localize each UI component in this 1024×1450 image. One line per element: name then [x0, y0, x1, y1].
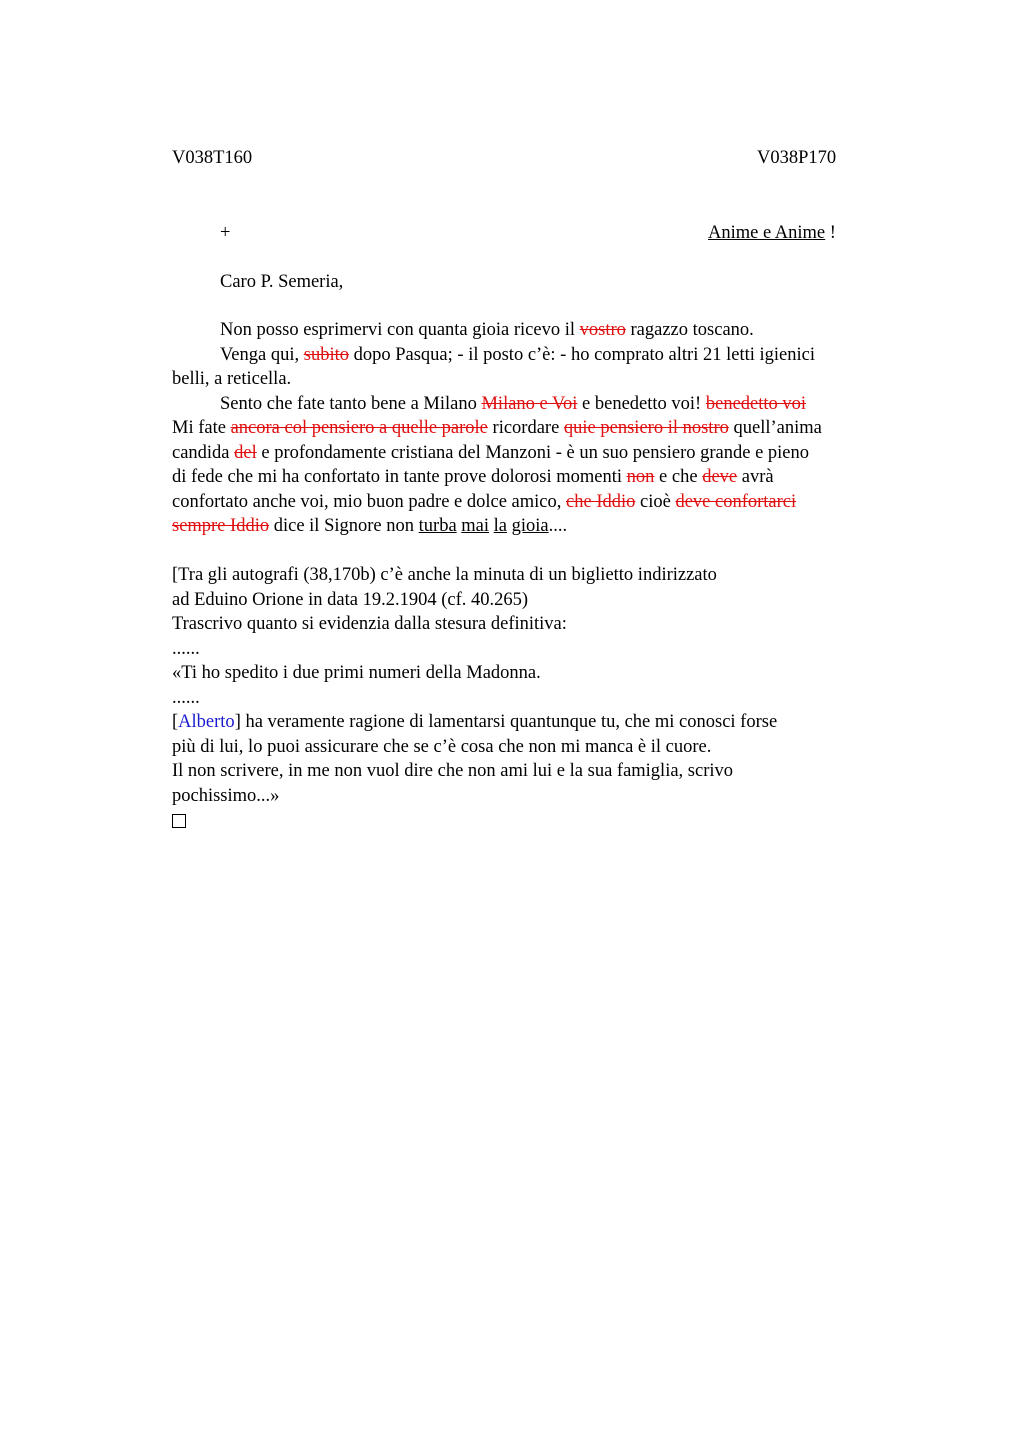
text-run: e che: [654, 467, 703, 487]
note-quote-line-1: «Ti ho spedito i due primi numeri della Madonna.: [172, 663, 541, 683]
deleted-text: benedetto voi: [705, 393, 807, 414]
title-underlined: Anime e Anime: [708, 223, 826, 243]
note-ellipsis-1: ......: [172, 638, 200, 659]
paragraph-3-line-6: [172, 514, 912, 539]
deleted-text: ancora col pensiero a quelle parole: [230, 418, 488, 438]
text-run: cioè: [635, 491, 676, 512]
end-square-icon: [172, 814, 186, 828]
text-run: e benedetto voi!: [577, 393, 706, 414]
text-run: ricordare: [487, 418, 564, 438]
letter-body: [172, 318, 912, 539]
deleted-text: non: [626, 467, 655, 487]
paragraph-2-line-2: belli, a reticella.: [172, 369, 292, 389]
text-run: ragazzo toscano.: [625, 320, 754, 340]
text-run: confortato anche voi, mio buon padre e dolce amico,: [172, 491, 567, 512]
paragraph-3-line-4: [172, 465, 912, 490]
deleted-text: vostro: [579, 320, 626, 340]
deleted-text: sempre Iddio: [172, 516, 270, 536]
note-line-8: più di lui, lo puoi assicurare che se c’è cosa che non mi manca è il cuore.: [172, 736, 712, 757]
text-run: Mi fate: [172, 418, 231, 438]
text-run: candida: [172, 442, 235, 463]
paragraph-3-line-3: [172, 441, 912, 466]
paragraph-2-line-1: [172, 343, 912, 368]
deleted-text: subito: [303, 344, 349, 365]
underlined-text: mai: [461, 516, 490, 536]
note-line-10: pochissimo...»: [172, 785, 280, 806]
text-run: [: [172, 712, 179, 732]
note-line-1: [Tra gli autografi (38,170b) c’è anche la minuta di un biglietto indirizzato: [172, 565, 717, 585]
salutation: Caro P. Semeria,: [220, 272, 344, 292]
paragraph-3-line-2: [172, 416, 912, 441]
text-run: Venga qui,: [220, 344, 304, 365]
text-run: dopo Pasqua; - il posto c’è: - ho comprato altri 21 letti igienici: [348, 344, 815, 365]
letter-title: [708, 221, 836, 245]
header-left-code: V038T160: [172, 148, 253, 168]
header-right-code: V038P170: [757, 148, 837, 168]
text-run: quell’anima: [728, 418, 822, 438]
deleted-text: del: [234, 442, 257, 463]
paragraph-3-line-1: [172, 392, 912, 417]
deleted-text: che Iddio: [566, 491, 636, 512]
text-run: ] ha veramente ragione di lamentarsi quantunque tu, che mi conosci forse: [234, 712, 778, 732]
text-run: Non posso esprimervi con quanta gioia ricevo il: [220, 320, 580, 340]
deleted-text: Milano e Voi: [481, 393, 578, 414]
underlined-text: turba: [418, 516, 457, 536]
note-line-9: Il non scrivere, in me non vuol dire che non ami lui e la sua famiglia, scrivo: [172, 761, 734, 781]
cross-mark: +: [220, 223, 231, 243]
text-run: avrà: [737, 467, 774, 487]
deleted-text: deve confortarci: [675, 491, 797, 512]
text-run: dice il Signore non: [269, 516, 419, 536]
text-run: ....: [548, 516, 568, 536]
text-run: di fede che mi ha confortato in tante prove dolorosi momenti: [172, 467, 627, 487]
name-highlight: Alberto: [178, 712, 235, 732]
note-ellipsis-2: ......: [172, 687, 200, 708]
underlined-text: la: [493, 516, 508, 536]
note-line-3: Trascrivo quanto si evidenzia dalla stesura definitiva:: [172, 614, 567, 634]
deleted-text: quie pensiero il nostro: [563, 418, 729, 438]
deleted-text: deve: [702, 467, 738, 487]
editor-note: [172, 563, 912, 836]
note-line-2: ad Eduino Orione in data 19.2.1904 (cf. 40.265): [172, 589, 529, 610]
underlined-text: gioia: [511, 516, 549, 536]
note-line-7: [172, 710, 912, 735]
title-suffix: !: [825, 223, 836, 243]
end-marker: [172, 808, 912, 836]
text-run: e profondamente cristiana del Manzoni - è un suo pensiero grande e pieno: [256, 442, 810, 463]
paragraph-3-line-5: [172, 490, 912, 515]
paragraph-1: [172, 318, 912, 343]
text-run: Sento che fate tanto bene a Milano: [220, 393, 482, 414]
